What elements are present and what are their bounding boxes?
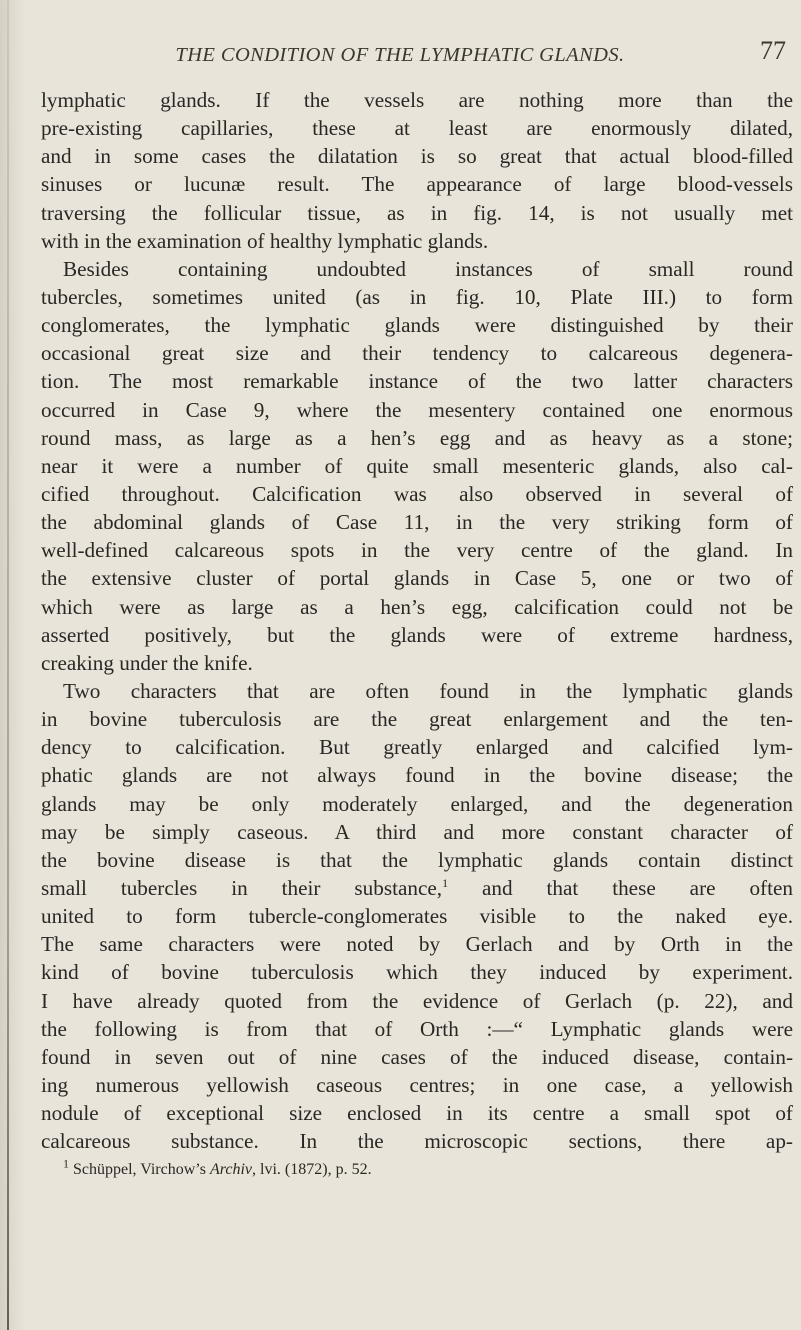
page-body [41,86,793,1181]
text-line: tubercles, sometimes united (as in fig. 10, Plate III.) to form [41,284,793,309]
footnote [41,1159,793,1181]
text-line: cified throughout. Calcification was also observed in several of [41,481,793,506]
text-line: with in the examination of healthy lymphatic glands. [41,228,489,253]
footnote-text: , lvi. (1872), p. 52. [252,1161,372,1179]
running-title: THE CONDITION OF THE LYMPHATIC GLANDS. [175,44,625,66]
footnote-journal: Archiv [209,1161,253,1179]
text-line [41,874,793,902]
text-line: occurred in Case 9, where the mesentery contained one enormous [41,397,793,422]
text-line: the abdominal glands of Case 11, in the very striking form of [41,510,793,535]
text-line: occasional great size and their tendency to calcareous degenera- [41,341,793,366]
text-line: phatic glands are not always found in the bovine disease; the [41,763,793,788]
text-line: in bovine tuberculosis are the great enlargement and the ten- [41,707,793,732]
text-line: the bovine disease is that the lymphatic glands contain distinct [41,847,793,872]
text-line: round mass, as large as a hen’s egg and as heavy as a stone; [41,425,793,450]
text-line: the extensive cluster of portal glands in Case 5, one or two of [41,566,793,591]
page-number: 77 [760,36,786,65]
text-fragment: and that these are often [448,875,793,900]
text-line: nodule of exceptional size enclosed in its centre a small spot of [41,1101,793,1126]
text-line: Besides containing undoubted instances of small round [63,256,793,281]
text-line: kind of bovine tuberculosis which they induced by experiment. [41,960,793,985]
footnote-marker: 1 [63,1157,69,1172]
text-line: The same characters were noted by Gerlach and by Orth in the [41,932,793,957]
text-line: pre-existing capillaries, these at least are enormously dilated, [41,116,793,141]
text-line: sinuses or lucunæ result. The appearance of large blood-vessels [41,172,793,197]
text-line: the following is from that of Orth :—“ Lymphatic glands were [41,1016,793,1041]
text-line: creaking under the knife. [41,650,253,675]
text-line: lymphatic glands. If the vessels are nothing more than the [41,88,793,112]
text-line: ing numerous yellowish caseous centres; in one case, a yellowish [41,1072,793,1097]
text-line: near it were a number of quite small mesenteric glands, also cal- [41,453,793,478]
text-line: I have already quoted from the evidence of Gerlach (p. 22), and [41,988,793,1013]
text-line: calcareous substance. In the microscopic sections, there ap- [41,1129,793,1154]
text-line: conglomerates, the lymphatic glands were distinguished by their [41,313,793,338]
footnote-text: Schüppel, Virchow’s [69,1161,210,1179]
binding-gutter [0,0,26,1330]
text-line: united to form tubercle-conglomerates visible to the naked eye. [41,904,793,929]
text-line: glands may be only moderately enlarged, and the degeneration [41,791,793,816]
text-line: and in some cases the dilatation is so great that actual blood-filled [41,144,793,169]
text-line: dency to calcification. But greatly enlarged and calcified lym- [41,735,793,760]
text-fragment: small tubercles in their substance, [41,875,443,900]
text-line: Two characters that are often found in the lymphatic glands [63,678,793,703]
text-line: well-defined calcareous spots in the very centre of the gland. In [41,538,793,563]
text-line: tion. The most remarkable instance of the two latter characters [41,369,793,394]
binding-edge [7,0,9,1330]
text-line: may be simply caseous. A third and more constant character of [41,819,793,844]
text-line: found in seven out of nine cases of the induced disease, contain- [41,1044,793,1069]
text-line: which were as large as a hen’s egg, calcification could not be [41,594,793,619]
text-line: traversing the follicular tissue, as in fig. 14, is not usually met [41,200,793,225]
footnote-reference: 1 [442,875,449,890]
text-line: asserted positively, but the glands were of extreme hardness, [41,622,793,647]
